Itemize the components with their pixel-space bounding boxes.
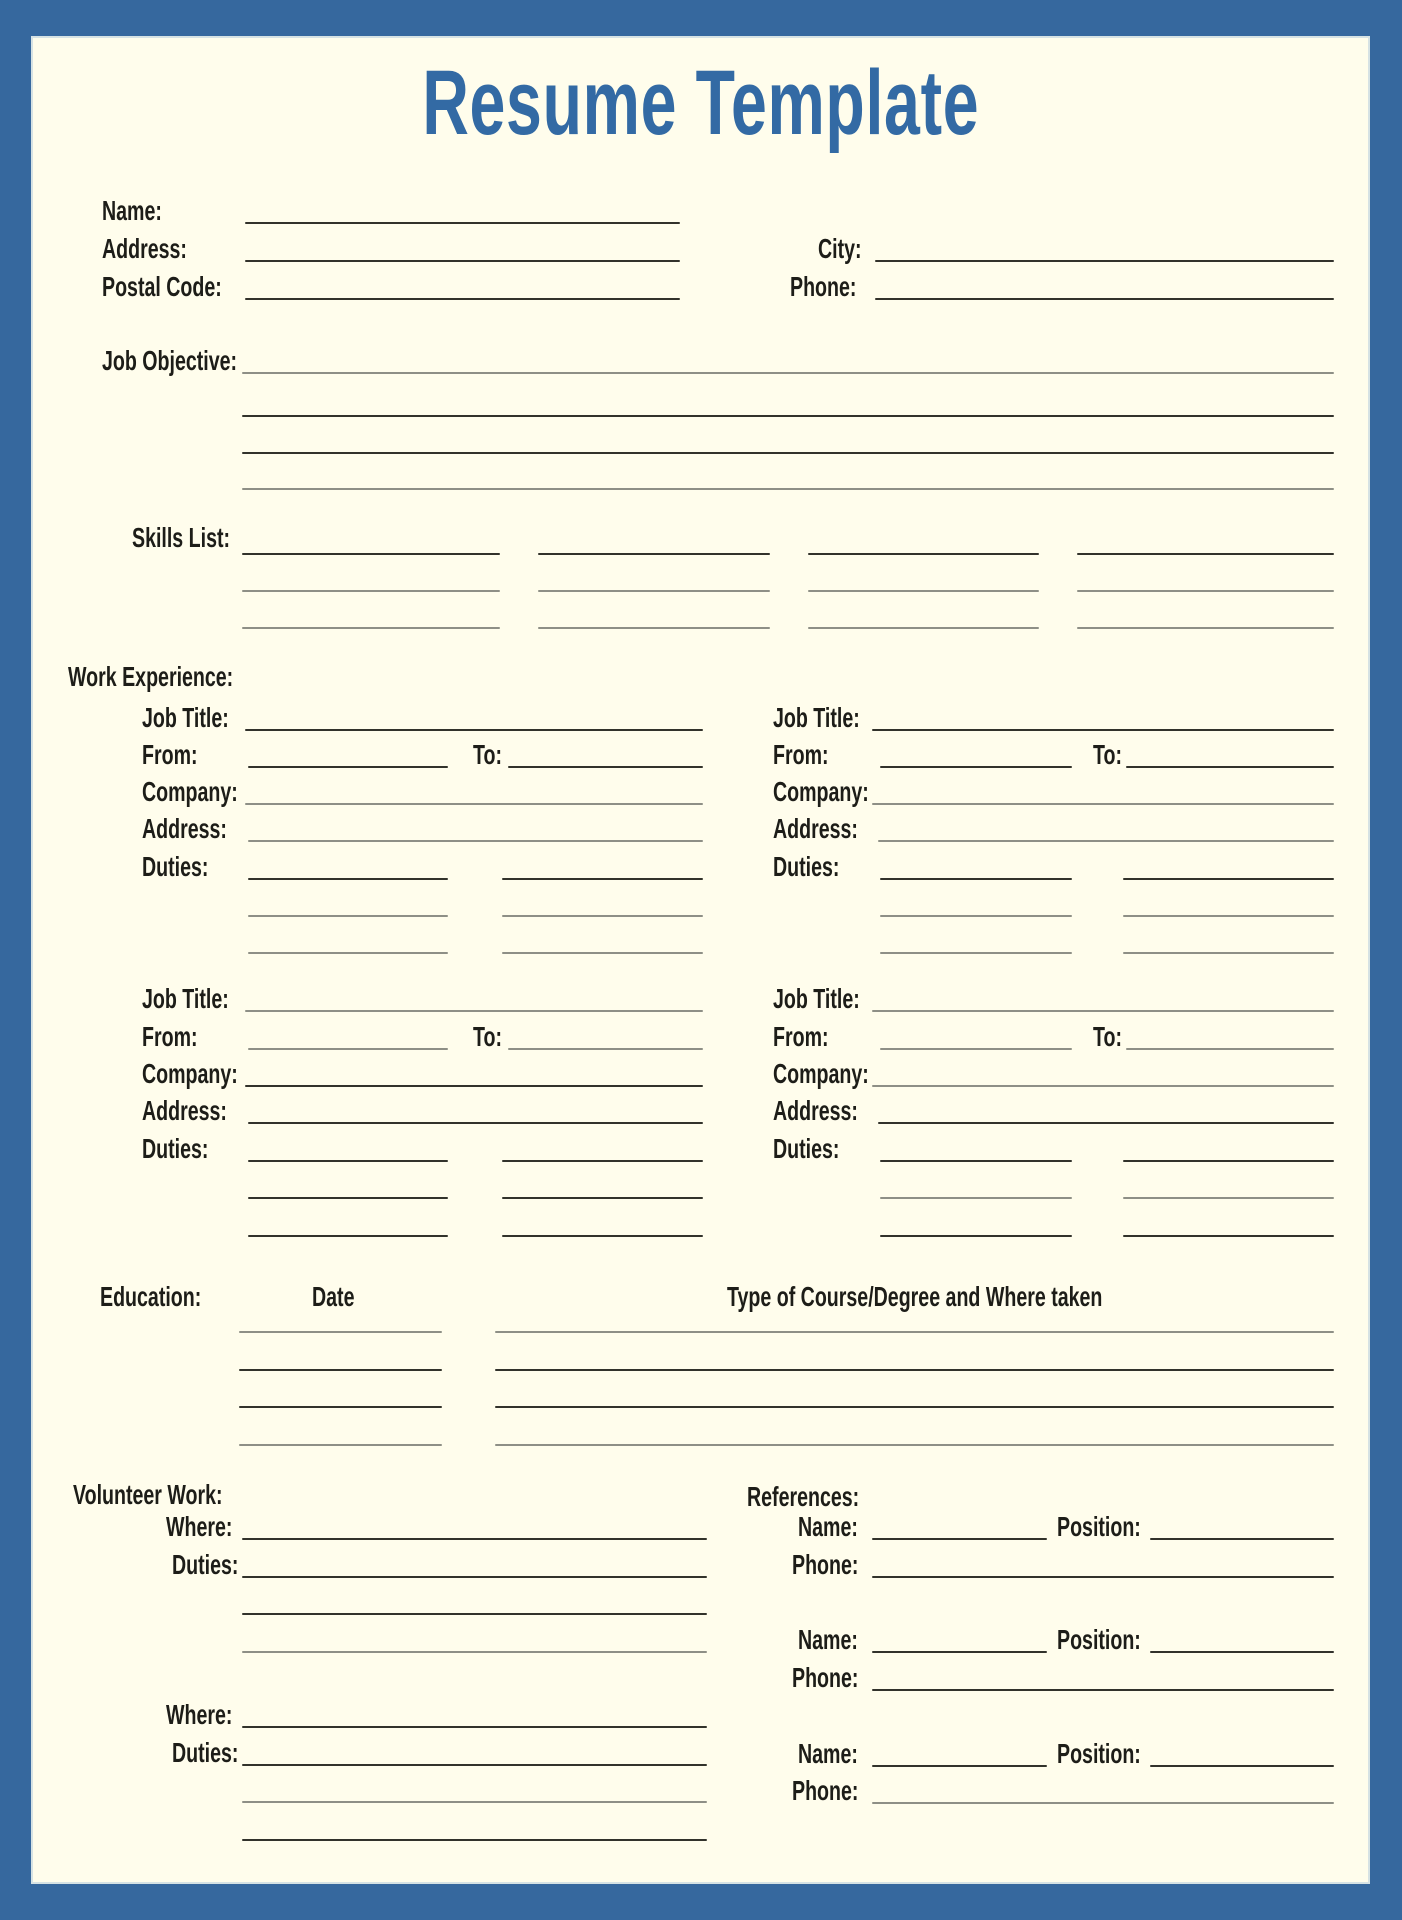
job-objective-line[interactable] — [242, 452, 1334, 454]
education-label: Education: — [100, 1281, 202, 1312]
job3-duties-line[interactable] — [502, 1235, 703, 1237]
education-course-line[interactable] — [495, 1369, 1334, 1371]
address-field-line[interactable] — [245, 260, 680, 262]
volunteer1-duties-label: Duties: — [172, 1549, 239, 1580]
job-objective-line[interactable] — [242, 415, 1334, 417]
reference1-position-line[interactable] — [1150, 1538, 1334, 1540]
job2-address-line[interactable] — [878, 840, 1334, 842]
references-label: References: — [747, 1481, 860, 1512]
job1-duties-line[interactable] — [248, 915, 448, 917]
reference2-position-line[interactable] — [1150, 1651, 1334, 1653]
job4-address-line[interactable] — [878, 1122, 1334, 1124]
education-date-line[interactable] — [239, 1369, 442, 1371]
skill-line[interactable] — [538, 590, 770, 592]
job3-company-label: Company: — [142, 1058, 238, 1089]
job2-duties-line[interactable] — [880, 915, 1072, 917]
job1-duties-line[interactable] — [248, 952, 448, 954]
reference3-phone-line[interactable] — [872, 1802, 1334, 1804]
postal-code-label: Postal Code: — [102, 271, 222, 302]
skill-line[interactable] — [242, 553, 500, 555]
job3-duties-line[interactable] — [502, 1160, 703, 1162]
name-field-line[interactable] — [245, 222, 680, 224]
job2-from-line[interactable] — [880, 766, 1072, 768]
reference3-name-line[interactable] — [872, 1765, 1047, 1767]
job2-duties-label: Duties: — [773, 851, 840, 882]
job1-to-line[interactable] — [508, 766, 703, 768]
reference2-name-label: Name: — [798, 1624, 858, 1655]
volunteer1-duties-line[interactable] — [242, 1613, 707, 1615]
address-label: Address: — [102, 233, 187, 264]
job1-duties-line[interactable] — [502, 915, 703, 917]
volunteer2-duties-line[interactable] — [242, 1839, 707, 1841]
job-objective-line[interactable] — [242, 488, 1334, 490]
job1-duties-label: Duties: — [142, 851, 209, 882]
job2-to-label: To: — [1093, 739, 1123, 770]
education-course-line[interactable] — [495, 1406, 1334, 1408]
job4-duties-label: Duties: — [773, 1133, 840, 1164]
job4-from-line[interactable] — [880, 1048, 1072, 1050]
job1-address-label: Address: — [142, 813, 227, 844]
phone-label: Phone: — [790, 271, 857, 302]
education-course-line[interactable] — [495, 1444, 1334, 1446]
phone-field-line[interactable] — [875, 298, 1334, 300]
skill-line[interactable] — [1077, 590, 1334, 592]
volunteer2-where-line[interactable] — [242, 1726, 707, 1728]
job4-title-label: Job Title: — [773, 983, 860, 1014]
skills-list-label: Skills List: — [132, 522, 231, 553]
skill-line[interactable] — [242, 590, 500, 592]
job4-to-line[interactable] — [1126, 1048, 1334, 1050]
skill-line[interactable] — [538, 553, 770, 555]
reference3-name-label: Name: — [798, 1738, 858, 1769]
job1-duties-line[interactable] — [502, 878, 703, 880]
job1-from-label: From: — [142, 739, 198, 770]
reference1-name-label: Name: — [798, 1511, 858, 1542]
skill-line[interactable] — [808, 553, 1039, 555]
reference1-name-line[interactable] — [872, 1538, 1047, 1540]
job1-company-label: Company: — [142, 776, 238, 807]
skill-line[interactable] — [1077, 553, 1334, 555]
job4-to-label: To: — [1093, 1021, 1123, 1052]
job4-duties-line[interactable] — [1123, 1160, 1334, 1162]
page-title: Resume Template — [422, 52, 979, 154]
job1-address-line[interactable] — [248, 840, 703, 842]
reference2-name-line[interactable] — [872, 1651, 1047, 1653]
reference1-position-label: Position: — [1057, 1511, 1141, 1542]
job3-duties-line[interactable] — [248, 1197, 448, 1199]
job4-duties-line[interactable] — [880, 1160, 1072, 1162]
reference1-phone-line[interactable] — [872, 1576, 1334, 1578]
job2-title-label: Job Title: — [773, 702, 860, 733]
job2-company-line[interactable] — [872, 803, 1334, 805]
skill-line[interactable] — [808, 590, 1039, 592]
volunteer1-duties-line[interactable] — [242, 1576, 707, 1578]
reference3-position-line[interactable] — [1150, 1765, 1334, 1767]
volunteer2-where-label: Where: — [166, 1699, 233, 1730]
skill-line[interactable] — [808, 627, 1039, 629]
job4-duties-line[interactable] — [1123, 1197, 1334, 1199]
work-experience-label: Work Experience: — [68, 661, 234, 692]
job4-title-line[interactable] — [872, 1010, 1334, 1012]
job3-from-label: From: — [142, 1021, 198, 1052]
job1-duties-line[interactable] — [248, 878, 448, 880]
skill-line[interactable] — [1077, 627, 1334, 629]
job3-duties-line[interactable] — [248, 1235, 448, 1237]
volunteer1-duties-line[interactable] — [242, 1651, 707, 1653]
volunteer2-duties-label: Duties: — [172, 1737, 239, 1768]
job3-title-label: Job Title: — [142, 983, 229, 1014]
reference2-phone-line[interactable] — [872, 1689, 1334, 1691]
job1-company-line[interactable] — [245, 803, 703, 805]
job3-company-line[interactable] — [245, 1085, 703, 1087]
job4-from-label: From: — [773, 1021, 829, 1052]
job2-duties-line[interactable] — [1123, 952, 1334, 954]
reference3-phone-label: Phone: — [792, 1775, 859, 1806]
volunteer-work-label: Volunteer Work: — [73, 1479, 223, 1510]
job1-title-line[interactable] — [245, 729, 703, 731]
job3-duties-line[interactable] — [502, 1197, 703, 1199]
reference3-position-label: Position: — [1057, 1738, 1141, 1769]
city-field-line[interactable] — [875, 260, 1334, 262]
job3-to-label: To: — [473, 1021, 503, 1052]
job4-duties-line[interactable] — [880, 1197, 1072, 1199]
education-course-line[interactable] — [495, 1331, 1334, 1333]
job2-company-label: Company: — [773, 776, 869, 807]
education-date-line[interactable] — [239, 1406, 442, 1408]
job4-company-line[interactable] — [872, 1085, 1334, 1087]
form-sheet — [31, 36, 1370, 1884]
volunteer2-duties-line[interactable] — [242, 1764, 707, 1766]
job-objective-label: Job Objective: — [102, 345, 238, 376]
education-date-line[interactable] — [239, 1331, 442, 1333]
job3-to-line[interactable] — [508, 1048, 703, 1050]
job2-address-label: Address: — [773, 813, 858, 844]
job4-duties-line[interactable] — [1123, 1235, 1334, 1237]
job1-title-label: Job Title: — [142, 702, 229, 733]
job4-company-label: Company: — [773, 1058, 869, 1089]
job2-duties-line[interactable] — [880, 952, 1072, 954]
job3-title-line[interactable] — [245, 1010, 703, 1012]
name-label: Name: — [102, 195, 162, 226]
job1-duties-line[interactable] — [502, 952, 703, 954]
job2-from-label: From: — [773, 739, 829, 770]
job3-duties-label: Duties: — [142, 1133, 209, 1164]
job2-duties-line[interactable] — [1123, 878, 1334, 880]
job3-from-line[interactable] — [248, 1048, 448, 1050]
job3-duties-line[interactable] — [248, 1160, 448, 1162]
job4-address-label: Address: — [773, 1095, 858, 1126]
skill-line[interactable] — [242, 627, 500, 629]
job2-to-line[interactable] — [1126, 766, 1334, 768]
job4-duties-line[interactable] — [880, 1235, 1072, 1237]
volunteer1-where-line[interactable] — [242, 1538, 707, 1540]
reference1-phone-label: Phone: — [792, 1549, 859, 1580]
postal-code-field-line[interactable] — [245, 298, 680, 300]
job2-duties-line[interactable] — [880, 878, 1072, 880]
skill-line[interactable] — [538, 627, 770, 629]
job1-from-line[interactable] — [248, 766, 448, 768]
reference2-position-label: Position: — [1057, 1624, 1141, 1655]
education-date-line[interactable] — [239, 1444, 442, 1446]
job2-title-line[interactable] — [872, 729, 1334, 731]
job2-duties-line[interactable] — [1123, 915, 1334, 917]
city-label: City: — [818, 233, 862, 264]
job3-address-label: Address: — [142, 1095, 227, 1126]
job3-address-line[interactable] — [248, 1122, 703, 1124]
reference2-phone-label: Phone: — [792, 1662, 859, 1693]
volunteer2-duties-line[interactable] — [242, 1801, 707, 1803]
education-date-header: Date — [312, 1281, 355, 1312]
education-course-header: Type of Course/Degree and Where taken — [727, 1281, 1103, 1312]
title-row — [31, 54, 1370, 152]
job-objective-line[interactable] — [242, 372, 1334, 374]
volunteer1-where-label: Where: — [166, 1511, 233, 1542]
job1-to-label: To: — [473, 739, 503, 770]
